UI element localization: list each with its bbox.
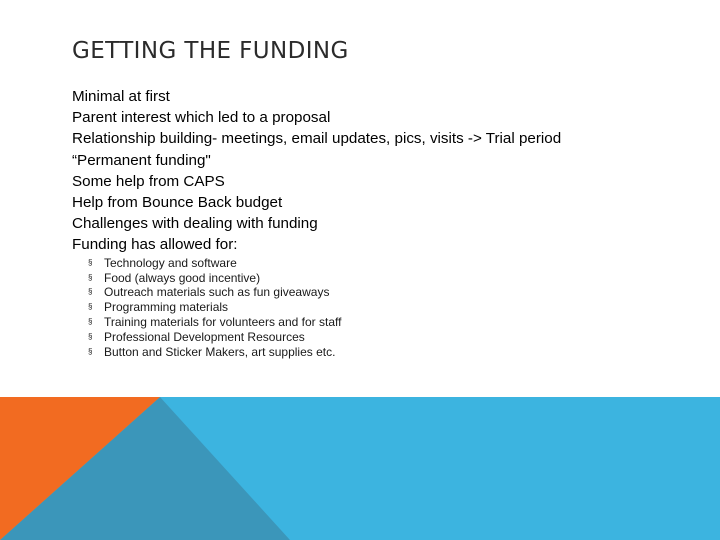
body-line: “Permanent funding" <box>72 151 211 169</box>
body-line: Some help from CAPS <box>72 172 225 190</box>
bullet-item <box>88 330 692 345</box>
body-line: Minimal at first <box>72 88 170 105</box>
body-line: Help from Bounce Back budget <box>72 194 283 212</box>
bullet-icon: § <box>88 332 93 342</box>
bullet-item <box>88 300 692 315</box>
bullet-item <box>88 256 692 271</box>
body-line: Challenges with dealing with funding <box>72 215 318 233</box>
bullet-item <box>88 285 692 300</box>
bullet-text: Professional Development Resources <box>104 330 305 345</box>
bullet-item <box>88 271 692 286</box>
bullet-item <box>88 315 692 330</box>
bullet-text: Programming materials <box>104 300 229 315</box>
body-line: Funding has allowed for: <box>72 236 238 254</box>
bullet-icon: § <box>88 257 93 267</box>
bullet-item <box>88 345 692 360</box>
body-line: Parent interest which led to a proposal <box>72 109 331 127</box>
body-line: Relationship building- meetings, email updates, pics, visits -> Trial period <box>72 130 562 148</box>
bullet-text: Training materials for volunteers and for staff <box>104 315 342 330</box>
bullet-icon: § <box>88 317 93 327</box>
bullet-icon: § <box>88 302 93 312</box>
bullet-list <box>72 256 692 360</box>
bullet-icon: § <box>88 347 93 357</box>
bullet-text: Food (always good incentive) <box>104 270 261 285</box>
bullet-icon: § <box>88 287 93 297</box>
slide-title: GETTING THE FUNDING <box>72 38 349 64</box>
decorative-band <box>0 397 720 540</box>
bullet-icon: § <box>88 272 93 282</box>
bullet-text: Outreach materials such as fun giveaways <box>104 285 330 300</box>
slide-body <box>72 86 692 360</box>
bullet-text: Technology and software <box>104 255 237 270</box>
bullet-text: Button and Sticker Makers, art supplies etc. <box>104 345 336 360</box>
